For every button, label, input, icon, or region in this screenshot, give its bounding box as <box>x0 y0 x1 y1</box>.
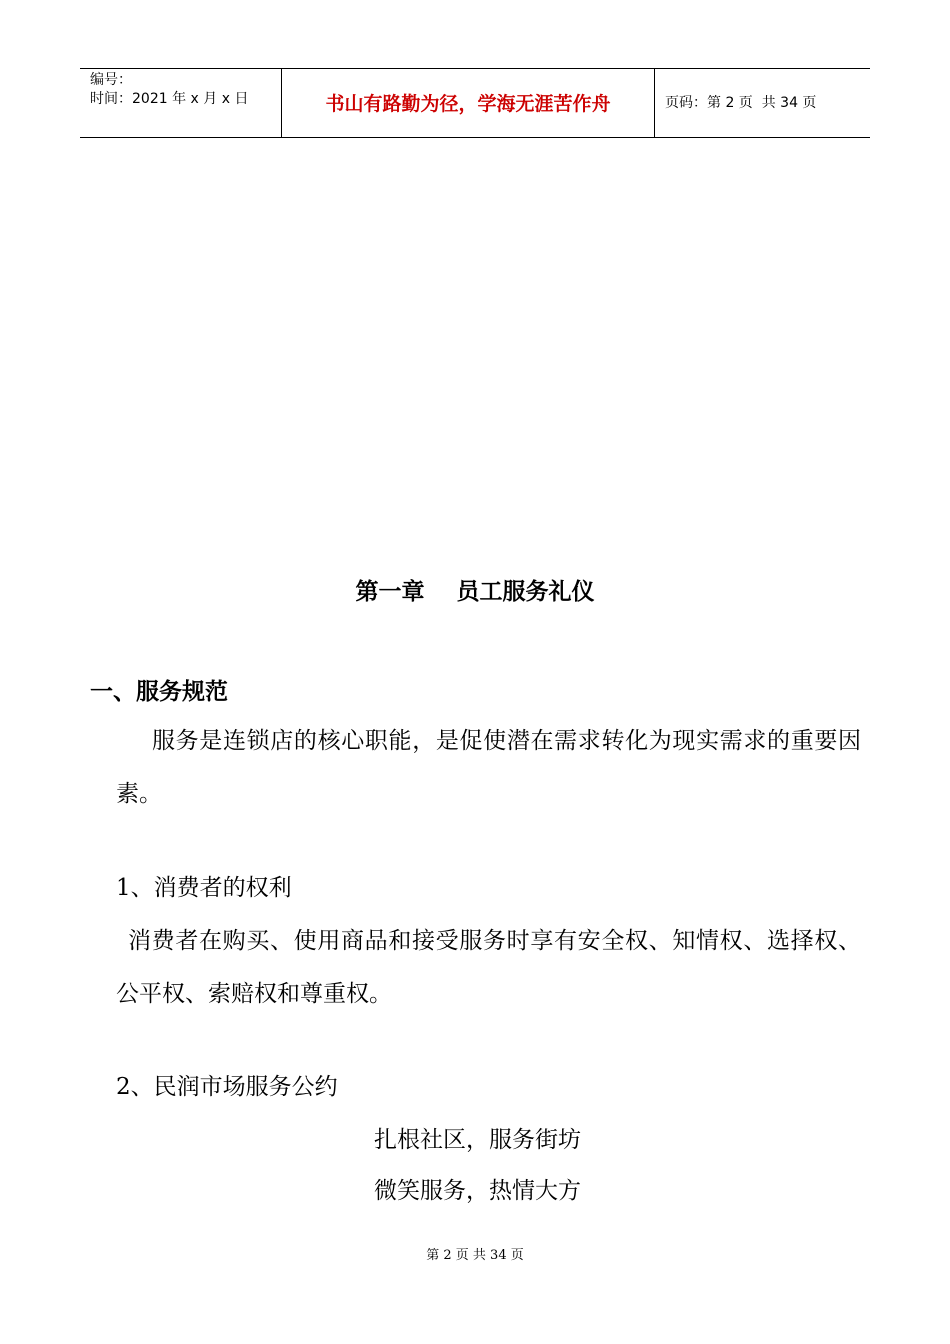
subheading-service-pledge: 2、民润市场服务公约 <box>116 1074 338 1100</box>
section-title: 一、服务规范 <box>90 679 228 705</box>
subheading-consumer-rights: 1、消费者的权利 <box>116 875 292 901</box>
header-page-info: 页码：第 2 页 共 34 页 <box>665 95 817 111</box>
header-motto: 书山有路勤为径，学海无涯苦作舟 <box>325 93 611 115</box>
document-header <box>80 68 870 138</box>
header-divider <box>654 69 655 137</box>
serial-label: 编号： <box>90 72 132 88</box>
chapter-title: 第一章 员工服务礼仪 <box>355 579 595 605</box>
header-meta <box>90 71 248 109</box>
page-footer: 第 2 页 共 34 页 <box>426 1248 524 1263</box>
paragraph-consumer-rights: 消费者在购买、使用商品和接受服务时享有安全权、知情权、选择权、公平权、索赔权和尊重权。 <box>116 928 861 1007</box>
date-label: 时间：2021 年 x 月 x 日 <box>90 91 249 107</box>
pledge-line: 扎根社区，服务街坊 <box>374 1127 581 1153</box>
pledge-line: 微笑服务，热情大方 <box>374 1178 581 1204</box>
paragraph-service-intro: 服务是连锁店的核心职能，是促使潜在需求转化为现实需求的重要因素。 <box>116 728 861 807</box>
